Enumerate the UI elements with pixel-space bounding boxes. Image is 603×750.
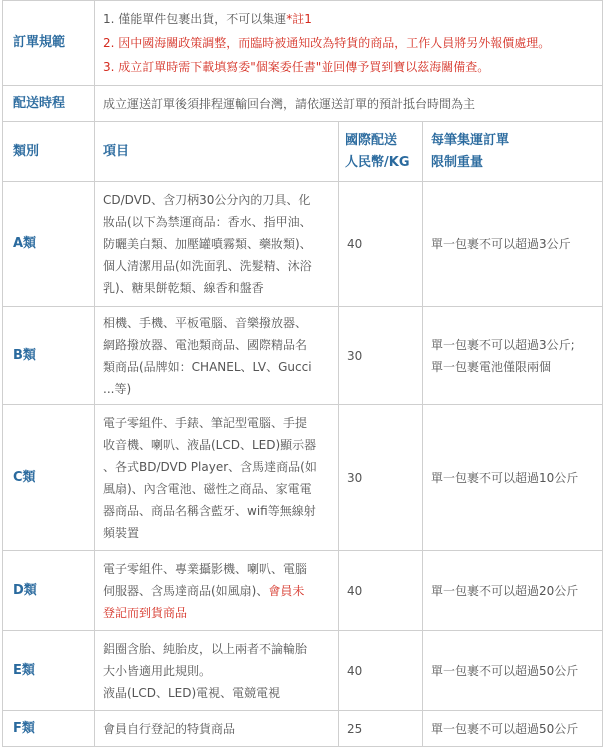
table-row	[3, 307, 603, 405]
table-row	[3, 182, 603, 307]
row-item-red-text: 會員未	[268, 583, 305, 598]
row-limit: 單一包裹不可以超過3公斤	[431, 237, 571, 251]
row-rate: 25	[339, 711, 423, 747]
row-item-line: 防曬美白類、加壓罐噴霧類、藥妝類)、	[103, 237, 312, 251]
row-item-line: CD/DVD、含刀柄30公分內的刀具、化	[103, 193, 311, 207]
row-item-line: 妝品(以下為禁運商品：香水、指甲油、	[103, 215, 312, 229]
row-category: C類	[3, 405, 95, 551]
row-item-line: 大小皆適用此規則。	[103, 663, 212, 678]
order-rule-1-note-link[interactable]: 註1	[292, 12, 312, 26]
order-rule-2: 2. 因中國海關政策調整，而臨時被通知改為特貨的商品，工作人員將另外報價處理。	[103, 36, 551, 50]
row-limit: 單一包裹不可以超過20公斤	[431, 583, 579, 598]
row-item-line: 個人清潔用品(如洗面乳、洗髮精、沐浴	[103, 259, 312, 273]
row-item-line: 電子零組件、專業攝影機、喇叭、電腦	[103, 561, 308, 576]
row-item-line: 液晶(LCD、LED)電視、電競電視	[103, 685, 281, 700]
row-item-text: 伺服器、含馬達商品(如風扇)、	[103, 583, 269, 598]
order-rules-row	[3, 1, 603, 86]
row-category: F類	[3, 711, 95, 747]
row-rate: 40	[339, 551, 423, 631]
table-row	[3, 631, 603, 711]
row-item-line: 電子零組件、手錶、筆記型電腦、手提	[103, 415, 308, 430]
row-item-line: 收音機、喇叭、液晶(LCD、LED)顯示器	[103, 437, 317, 452]
row-item-line: 鋁圈含胎、純胎皮，以上兩者不論輪胎	[103, 641, 308, 656]
row-category: B類	[3, 307, 95, 405]
row-category: A類	[3, 182, 95, 307]
order-rule-1-text: 1. 僅能單件包裹出貨，不可以集運	[103, 12, 287, 26]
row-item-line	[103, 580, 330, 602]
header-limit-line1: 每筆集運訂單	[431, 132, 510, 148]
row-item-line: 會員自行登記的特貨商品	[103, 721, 236, 736]
row-item-line: ...等)	[103, 381, 132, 396]
row-item-line: 類商品(品牌如：CHANEL、LV、Gucci	[103, 359, 312, 374]
row-item-line: 、各式BD/DVD Player、含馬達商品(如	[103, 459, 317, 474]
table-row	[3, 405, 603, 551]
row-rate: 30	[339, 307, 423, 405]
order-rule-1	[103, 7, 594, 31]
delivery-text: 成立運送訂單後須排程運輸回台灣，請依運送訂單的預計抵台時間為主	[95, 86, 603, 122]
header-rate-line2: 人民幣/KG	[345, 154, 410, 170]
row-rate: 30	[339, 405, 423, 551]
delivery-row	[3, 86, 603, 122]
row-item-red-line: 登記而到貨商品	[103, 605, 188, 620]
row-item-line: 頻裝置	[103, 525, 140, 540]
row-rate: 40	[339, 631, 423, 711]
row-limit: 單一包裹電池僅限兩個	[431, 359, 552, 374]
header-row	[3, 122, 603, 182]
row-item-line: 網路撥放器、電池類商品、國際精品名	[103, 337, 308, 352]
header-category: 類別	[3, 122, 95, 182]
row-rate: 40	[339, 182, 423, 307]
table-row	[3, 551, 603, 631]
header-limit-line2: 限制重量	[431, 154, 484, 170]
row-item-line: 器商品、商品名稱含藍牙、wifi等無線射	[103, 503, 316, 518]
header-items: 項目	[95, 122, 339, 182]
row-item-line: 乳)、糖果餅乾類、線香和盤香	[103, 281, 264, 295]
row-limit: 單一包裹不可以超過50公斤	[431, 663, 579, 678]
table-row	[3, 711, 603, 747]
row-item-line: 相機、手機、平板電腦、音樂撥放器、	[103, 315, 308, 330]
order-rules-label: 訂單規範	[3, 1, 95, 86]
row-limit: 單一包裹不可以超過50公斤	[431, 721, 579, 736]
row-item-line: 風扇)、內含電池、磁性之商品、家電電	[103, 481, 312, 496]
row-limit: 單一包裹不可以超過3公斤;	[431, 337, 575, 352]
order-rule-3: 3. 成立訂單時需下載填寫委"個案委任書"並回傳予買到寶以茲海關備查。	[103, 60, 490, 74]
row-limit: 單一包裹不可以超過10公斤	[431, 470, 579, 485]
row-category: E類	[3, 631, 95, 711]
order-rule-1-mark: *	[286, 12, 293, 26]
row-category: D類	[3, 551, 95, 631]
delivery-label: 配送時程	[3, 86, 95, 122]
shipping-rules-table	[2, 0, 603, 747]
header-rate-line1: 國際配送	[345, 132, 398, 148]
